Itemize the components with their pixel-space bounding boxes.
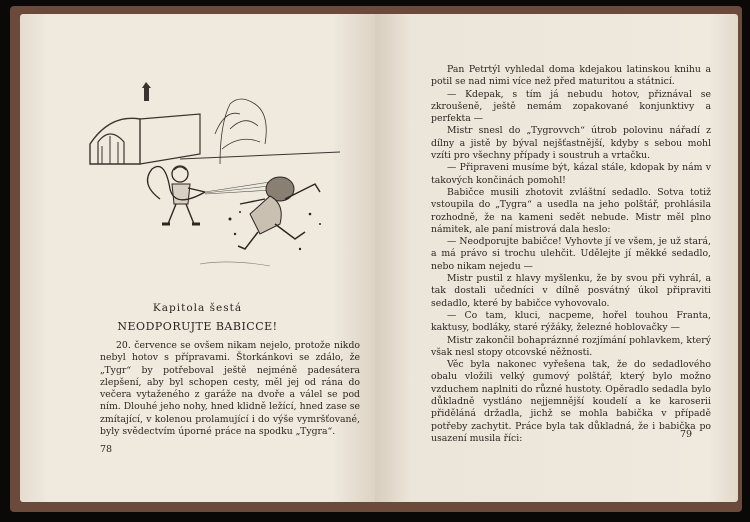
paragraph: — Neodporujte babičce! Vyhovte jí ve všem, je už stará, a má právo si trochu ulehčit. Udělejte jí měkké sedadlo, nebo nikam nejedu — <box>431 236 711 272</box>
paragraph: — Připraveni musíme být, kázal stále, kdopak by nám v takových končinách pomohl! <box>431 162 711 186</box>
right-page-body <box>431 64 711 445</box>
paragraph: — Kdepak, s tím já nebudu hotov, přiznával se zkroušeně, ještě nemám zopakované konjunktivy a perfekta — <box>431 88 711 125</box>
illustration-boy-hosing-man <box>80 74 350 274</box>
paragraph: — Co tam, kluci, nacpeme, hořel touhou Franta, kaktusy, bodláky, staré rýžáky, železné hoblovačky — <box>431 309 711 334</box>
chapter-label: Kapitola šestá <box>152 302 243 314</box>
right-page <box>375 14 738 502</box>
open-book <box>10 6 742 512</box>
paragraph: Pan Petrtýl vyhledal doma kdejakou latinskou knihu a potil se nad nimi více než před maturitou a státnicí. <box>431 64 711 88</box>
page-number: 79 <box>680 429 693 440</box>
chapter-heading: NEODPORUJTE BABICCE! <box>117 320 278 333</box>
left-page <box>20 14 375 502</box>
paragraph: Mistr snesl do „Tygrovvch“ útrob polovinu nářadí z dílny a jistě by býval nejšťastnější, kdyby s sebou mohl vzíti pro všechny případy i soustruh a vrtačku. <box>431 125 711 162</box>
paragraph: Babičce musili zhotovit zvláštní sedadlo. Sotva totiž vstoupila do „Tygra“ a usedla na jeho polštář, prohlásila rozhodně, že na kameni sedět nebude. Mistr měl plno námitek, ale paní mistrová dala heslo: <box>431 186 711 235</box>
page-number: 78 <box>100 444 113 455</box>
paragraph: 20. července se ovšem nikam nejelo, protože nikdo nebyl hotov s přípravami. Štorkánkovi se zdálo, že „Tygr“ by potřeboval ještě nejméně padesátera zlepšení, aby byl schopen cesty, měl jej od rána do večera vytaženého z garáže na dvoře a válel se pod ním. Dlouhé jeho nohy, hned klidně ležící, hned zase se zmítající, v kolenou prolamující i do výše vymršťované, byly svědectvím úporné práce na spodku „Tygra“. <box>100 340 360 438</box>
paragraph: Věc byla nakonec vyřešena tak, že do sedadlového obalu vložili velký gumový polštář, který bylo možno vzduchem naplniti do různé hustoty. Opěradlo sedadla bylo důkladně vystláno nejjemnější koudelí a ke karoserii přiděláná držadla, jichž se mohla babička v případě potřeby zachytit. Práce byla tak důkladná, že i babička po usazení musila říci: <box>431 359 711 444</box>
paragraph: Mistr zakončil bohapráznné rozjímání pohlavkem, který však nesl stopy otcovské něžnosti. <box>431 334 711 358</box>
paragraph: Mistr pustil z hlavy myšlenku, že by svou při vyhrál, a tak dostali učedníci v dílně posvátný úkol připraviti sedadlo, které by babičce vyhovovalo. <box>431 273 711 309</box>
left-page-body <box>100 340 360 438</box>
